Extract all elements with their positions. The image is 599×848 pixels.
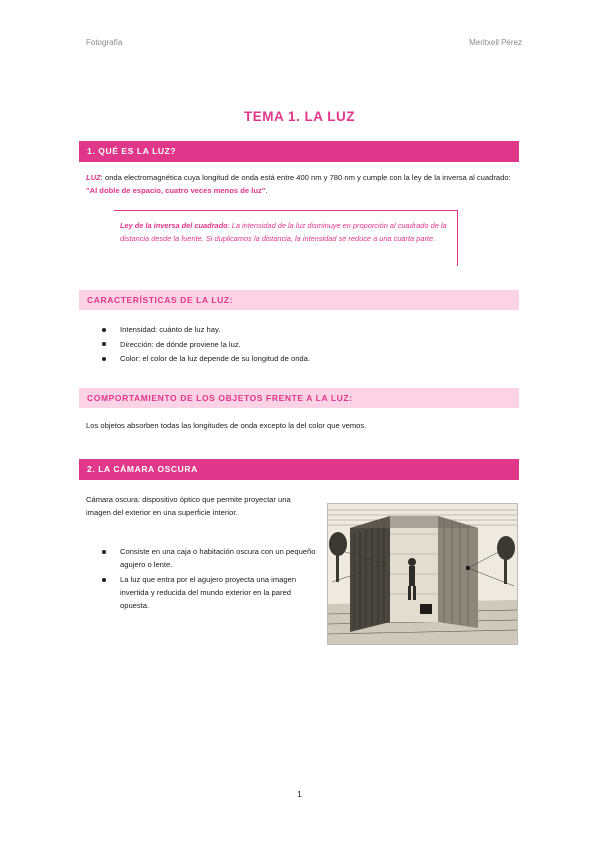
behavior-text: Los objetos absorben todas las longitudes de onda excepto la del color que vemos.	[86, 421, 367, 430]
definition-end: .	[265, 185, 268, 195]
section2-heading: 2. LA CÁMARA OSCURA	[79, 459, 519, 480]
light-term: LUZ	[86, 173, 101, 182]
behavior-heading: COMPORTAMIENTO DE LOS OBJETOS FRENTE A LA LUZ:	[79, 388, 519, 408]
camera-obscura-engraving-icon	[328, 504, 517, 644]
list-item: Dirección: de dónde proviene la luz.	[100, 338, 500, 353]
inverse-square-callout	[114, 210, 458, 266]
light-definition	[86, 172, 514, 197]
list-item: Intensidad: cuánto de luz hay.	[100, 323, 500, 338]
light-definition-text: : onda electromagnética cuya longitud de onda está entre 400 nm y 780 nm y cumple con la ley de la inversa al cuadrado:	[100, 173, 511, 182]
camera-obscura-definition: Cámara oscura: dispositivo óptico que permite proyectar una imagen del exterior en una superficie interior.	[86, 495, 291, 517]
header-subject: Fotografía	[86, 38, 123, 47]
camera-obscura-list	[100, 545, 322, 614]
list-item: La luz que entra por el agujero proyecta una imagen invertida y reducida del mundo exterior en la pared opuesta.	[100, 573, 322, 612]
list-item: Color: el color de la luz depende de su longitud de onda.	[100, 352, 500, 367]
header-author: Meritxell Pérez	[469, 38, 522, 47]
callout-title: Ley de la inversa del cuadrado	[120, 221, 228, 230]
page-number: 1	[297, 789, 302, 799]
section1-heading: 1. QUÉ ES LA LUZ?	[79, 141, 519, 162]
inverse-square-quote: "Al doble de espacio, cuatro veces menos de luz"	[86, 185, 266, 195]
list-item: Consiste en una caja o habitación oscura con un pequeño agujero o lente.	[100, 545, 322, 571]
callout-text: : La intensidad de la luz disminuye en proporción al cuadrado de la distancia desde la fuente. Si duplicamos la distancia, la intensidad se reduce a una cuarta parte.	[120, 221, 447, 243]
page-title: TEMA 1. LA LUZ	[244, 109, 355, 124]
characteristics-heading: CARACTERÍSTICAS DE LA LUZ:	[79, 290, 519, 310]
characteristics-list	[100, 323, 500, 367]
camera-obscura-image	[327, 503, 518, 645]
